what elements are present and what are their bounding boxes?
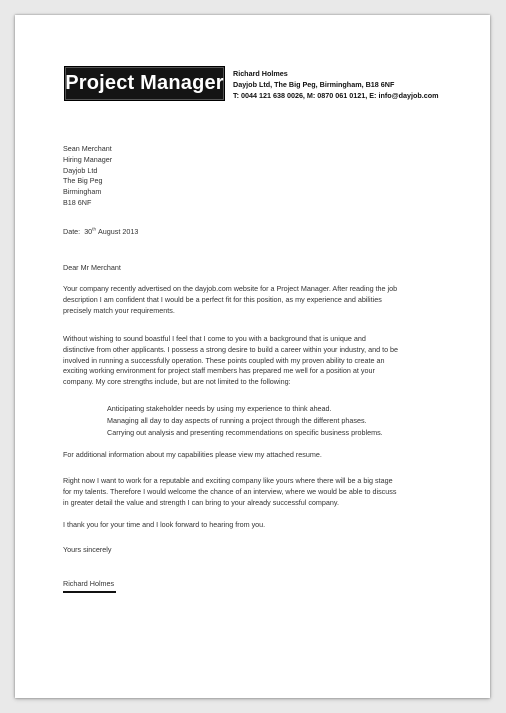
recipient-line: The Big Peg	[63, 176, 103, 186]
recipient-address	[63, 144, 112, 209]
paragraph-line: in greater detail the value and strength I can bring to your already successful company.	[63, 497, 339, 507]
paragraph-line: company. My core strengths include, but are not limited to the following:	[63, 377, 291, 387]
date-suffix: th	[92, 226, 96, 232]
paragraph-line: distinctive from other applicants. I possess a strong desire to build a career within your industry, and to be	[63, 344, 399, 354]
letter-date	[63, 227, 138, 238]
paragraph-line: involved in running a successfully operation. These points coupled with my proven ability to create an	[63, 355, 385, 365]
paragraph-line: exciting working environment for project staff members has prepared me well for a position at your	[63, 366, 375, 376]
paragraph-2	[63, 334, 398, 388]
paragraph-line: precisely match your requirements.	[63, 305, 175, 315]
list-item: Anticipating stakeholder needs by using my experience to think ahead.	[107, 404, 332, 413]
letter-page	[15, 15, 490, 698]
list-item: Managing all day to day aspects of running a project through the different phases.	[107, 416, 367, 425]
sender-name: Richard Holmes	[233, 69, 288, 78]
page-title: Project Manager	[64, 66, 225, 101]
paragraph-line: description I am confident that I would be a perfect fit for this position, as my experience and abilities	[63, 294, 382, 304]
recipient-line: Sean Merchant	[63, 144, 112, 153]
list-item: Carrying out analysis and presenting recommendations on specific business problems.	[107, 428, 383, 437]
salutation: Dear Mr Merchant	[63, 263, 121, 272]
paragraph-line: for my talents. Therefore I would welcome the chance of an interview, where we would be able to discuss	[63, 486, 397, 496]
signature-underline	[63, 591, 116, 593]
recipient-line: Dayjob Ltd	[63, 165, 98, 175]
paragraph-4	[63, 476, 396, 508]
strengths-list	[107, 403, 383, 439]
date-day: 30	[84, 227, 93, 236]
date-rest: August 2013	[97, 227, 139, 236]
closing: Yours sincerely	[63, 545, 112, 554]
paragraph-3	[63, 450, 322, 461]
recipient-line: Birmingham	[63, 187, 102, 197]
paragraph-line: For additional information about my capabilities please view my attached resume.	[63, 450, 322, 459]
signature-name: Richard Holmes	[63, 579, 115, 588]
sender-contact-block	[233, 68, 439, 101]
recipient-line: B18 6NF	[63, 197, 92, 207]
paragraph-line: Without wishing to sound boastful I feel that I come to you with a background that is unique and	[63, 334, 366, 343]
sender-phones: T: 0044 121 638 0026, M: 0870 061 0121, E: info@dayjob.com	[233, 91, 439, 100]
paragraph-1	[63, 284, 397, 316]
sender-address: Dayjob Ltd, The Big Peg, Birmingham, B18 6NF	[233, 80, 395, 89]
paragraph-line: Your company recently advertised on the dayjob.com website for a Project Manager. After reading the job	[63, 284, 398, 293]
date-label: Date:	[63, 227, 81, 236]
paragraph-5	[63, 520, 265, 531]
paragraph-line: Right now I want to work for a reputable and exciting company like yours where there will be a big stage	[63, 476, 393, 485]
recipient-line: Hiring Manager	[63, 154, 113, 164]
paragraph-line: I thank you for your time and I look forward to hearing from you.	[63, 520, 266, 529]
